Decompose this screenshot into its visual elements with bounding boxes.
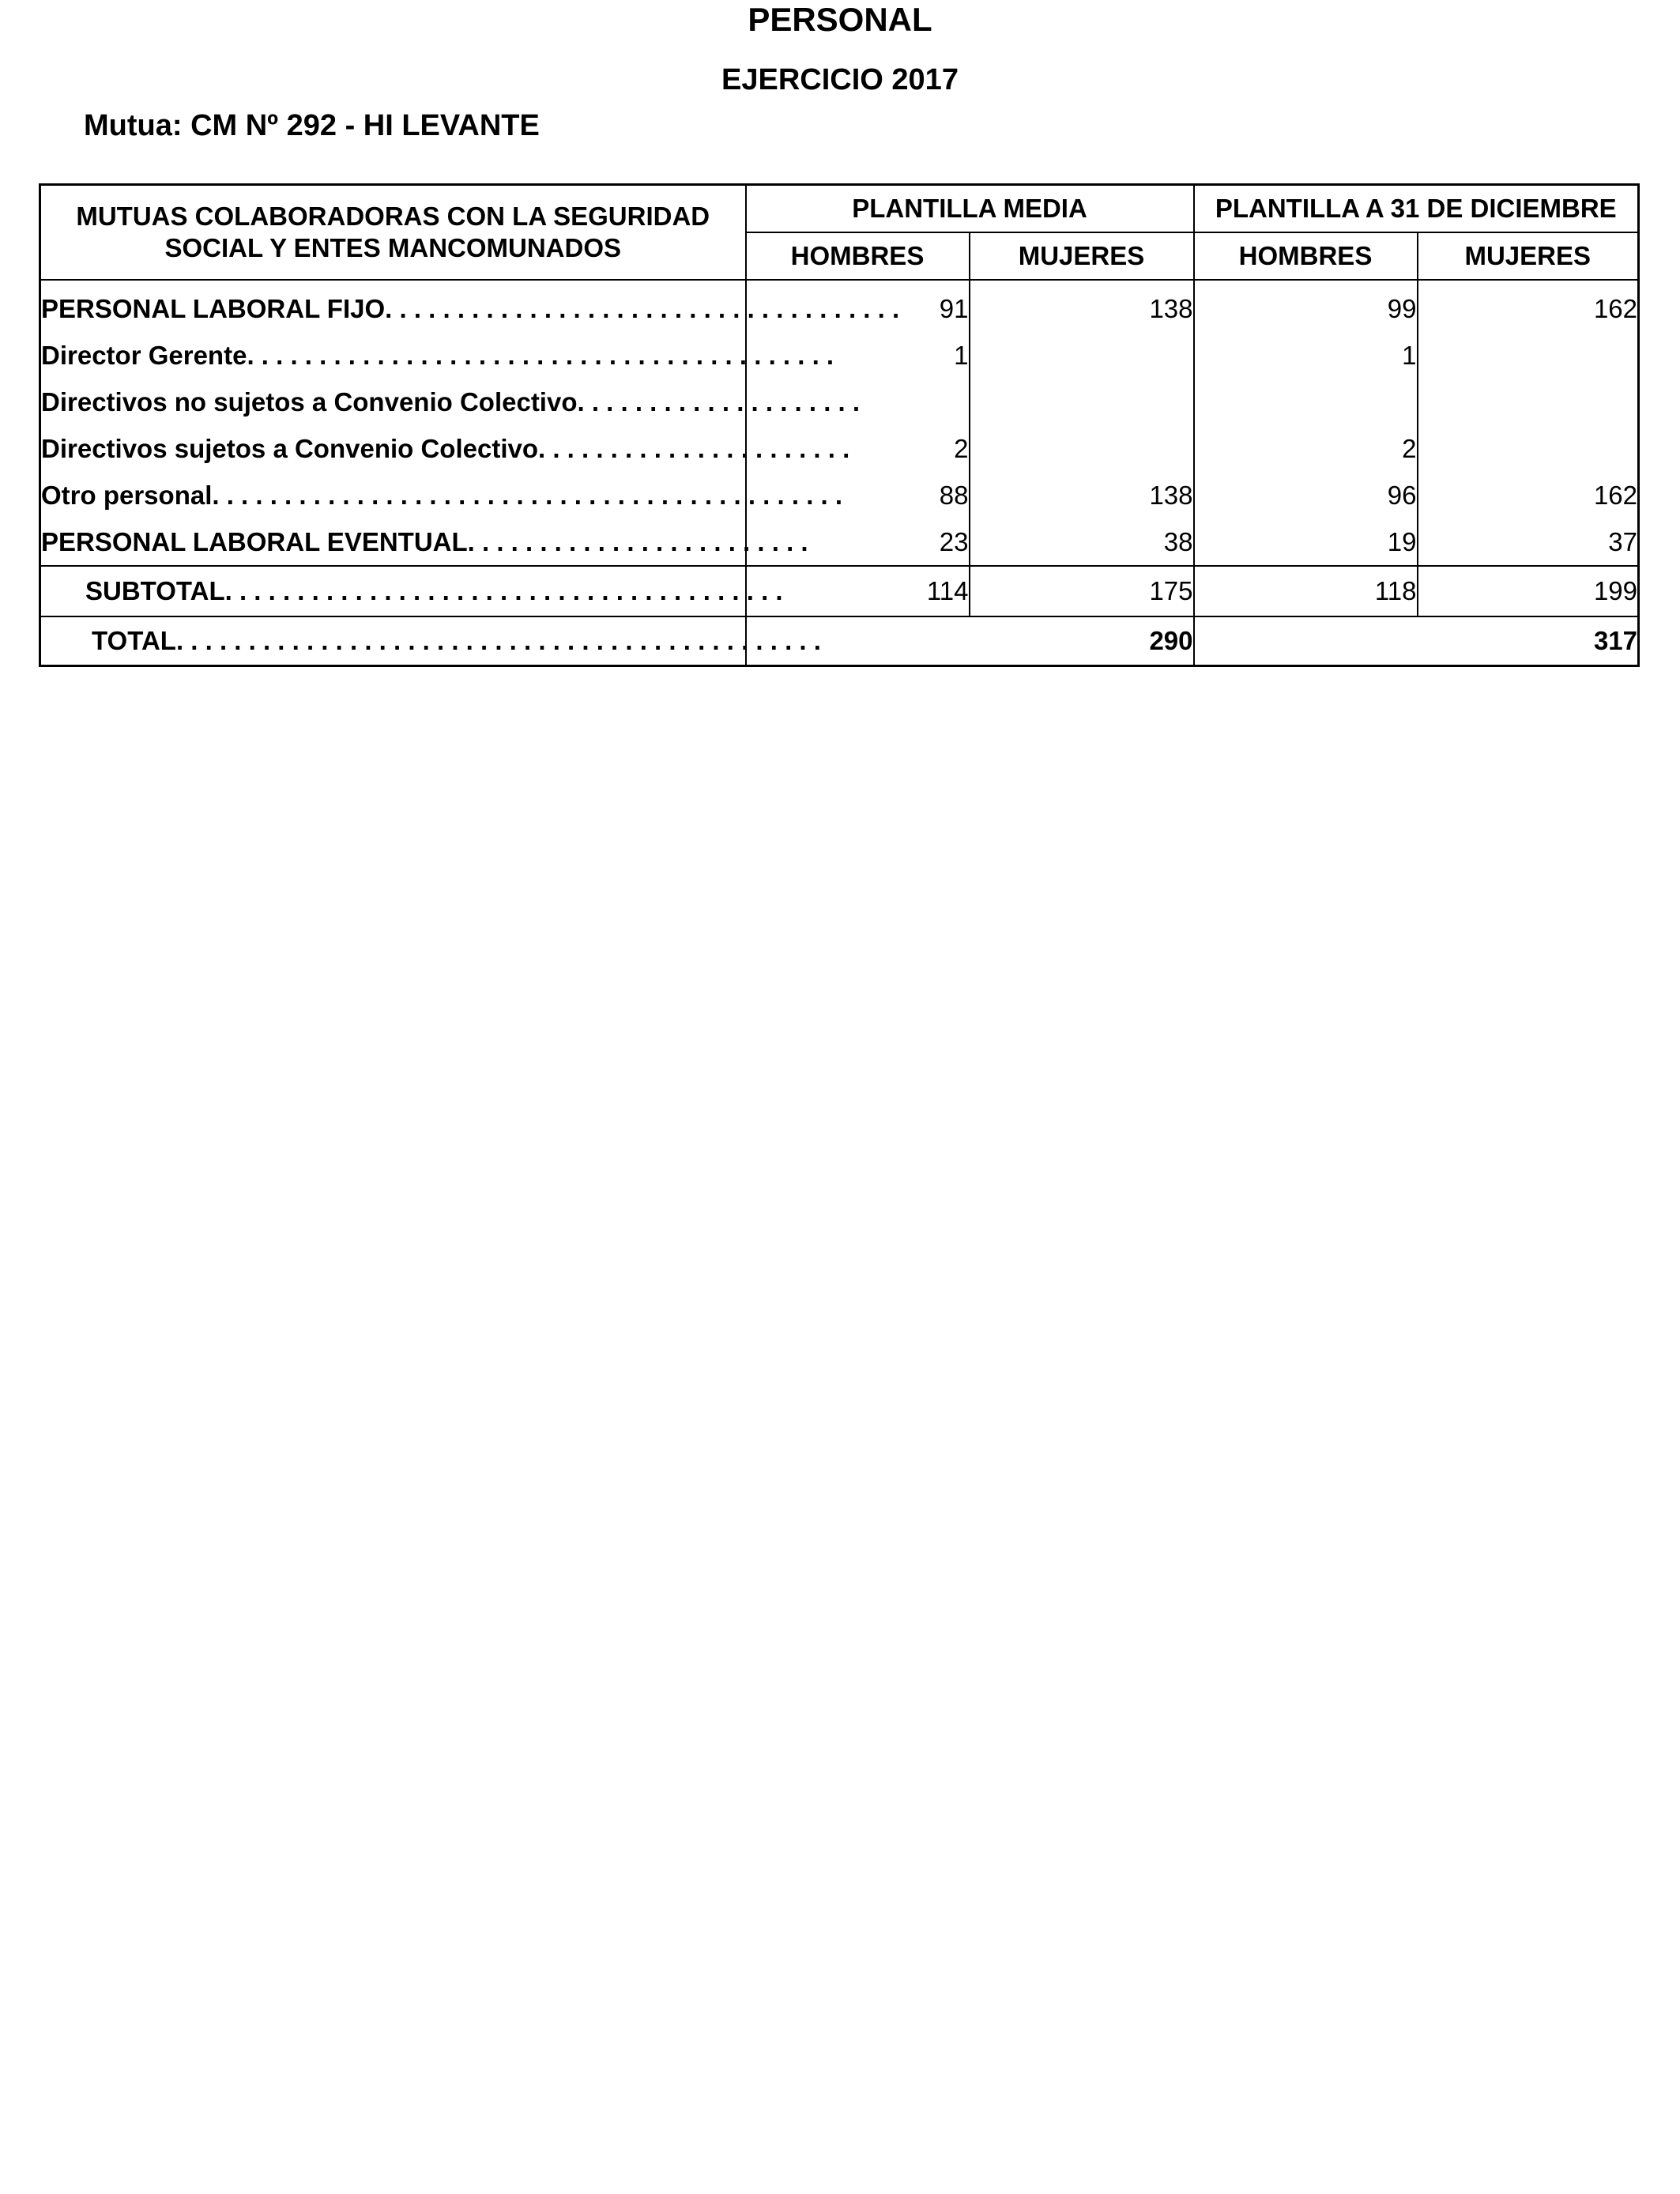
row-label [40, 425, 850, 472]
cell-media-mujeres [970, 332, 1194, 379]
cell-diciembre-hombres [1194, 379, 1418, 425]
cell-media-mujeres [970, 425, 1194, 472]
cell-media-hombres: 91 [746, 280, 970, 332]
total-plantilla-diciembre: 317 [1194, 616, 1639, 666]
total-label-text: TOTAL [92, 626, 176, 655]
subtotal-diciembre-hombres: 118 [1194, 566, 1418, 616]
personal-table [39, 183, 1640, 667]
cell-diciembre-hombres: 96 [1194, 472, 1418, 518]
row-label-text: PERSONAL LABORAL FIJO [41, 293, 386, 323]
group-header-plantilla-diciembre: PLANTILLA A 31 DE DICIEMBRE [1194, 185, 1639, 232]
subtotal-media-hombres: 114 [746, 566, 970, 616]
subtotal-label [40, 566, 783, 616]
table-row [40, 472, 1639, 518]
page-title: PERSONAL [748, 1, 932, 38]
table-header-row [40, 185, 1639, 232]
cell-diciembre-mujeres: 162 [1418, 472, 1639, 518]
leader-dots: . . . . . . . . . . . . . . . . . . . . . . . . . . . . . . . . . . . . . . . . . . . . [212, 480, 843, 510]
table-row [40, 518, 1639, 566]
row-label-text: Directivos sujetos a Convenio Colectivo [41, 433, 538, 463]
cell-media-hombres: 88 [746, 472, 970, 518]
cell-media-mujeres [970, 379, 1194, 425]
cell-diciembre-hombres: 19 [1194, 518, 1418, 566]
row-label-text: Directivos no sujetos a Convenio Colectivo [41, 386, 578, 417]
subheader-diciembre-mujeres: MUJERES [1418, 232, 1639, 280]
row-label [40, 518, 808, 566]
total-label [40, 616, 821, 666]
subtotal-row [40, 566, 1639, 616]
cell-diciembre-hombres: 99 [1194, 280, 1418, 332]
row-label-text: Director Gerente [41, 340, 247, 370]
cell-diciembre-hombres: 1 [1194, 332, 1418, 379]
leader-dots: . . . . . . . . . . . . . . . . . . . . . . . . . . . . . . . . . . . . . . . . . . . . . [175, 626, 821, 655]
mutua-name: Mutua: CM Nº 292 - HI LEVANTE [84, 109, 540, 142]
row-label-text: Otro personal [41, 480, 213, 510]
cell-media-hombres: 1 [746, 332, 970, 379]
total-plantilla-media: 290 [746, 616, 1194, 666]
subheader-media-mujeres: MUJERES [970, 232, 1194, 280]
leader-dots: . . . . . . . . . . . . . . . . . . . . [577, 386, 861, 417]
row-label [40, 472, 843, 518]
cell-media-mujeres: 138 [970, 472, 1194, 518]
leader-dots: . . . . . . . . . . . . . . . . . . . . . . . . . . . . . . . . . . . . . . . [224, 576, 783, 605]
total-row [40, 616, 1639, 666]
subheader-media-hombres: HOMBRES [746, 232, 970, 280]
cell-media-mujeres: 138 [970, 280, 1194, 332]
stub-header: MUTUAS COLABORADORAS CON LA SEGURIDAD SOCIAL Y ENTES MANCOMUNADOS [40, 185, 746, 280]
row-label [40, 332, 834, 379]
leader-dots: . . . . . . . . . . . . . . . . . . . . . . [538, 433, 850, 463]
group-header-plantilla-media: PLANTILLA MEDIA [746, 185, 1194, 232]
cell-diciembre-mujeres [1418, 379, 1639, 425]
cell-media-mujeres: 38 [970, 518, 1194, 566]
row-label [40, 379, 861, 425]
leader-dots: . . . . . . . . . . . . . . . . . . . . . . . . . . . . . . . . . . . . . . . . . [247, 340, 834, 370]
cell-diciembre-mujeres [1418, 332, 1639, 379]
table-row [40, 332, 1639, 379]
leader-dots: . . . . . . . . . . . . . . . . . . . . . . . . [467, 526, 808, 556]
subheader-diciembre-hombres: HOMBRES [1194, 232, 1418, 280]
cell-diciembre-hombres: 2 [1194, 425, 1418, 472]
cell-media-hombres: 2 [746, 425, 970, 472]
table-row [40, 425, 1639, 472]
cell-diciembre-mujeres: 37 [1418, 518, 1639, 566]
page-subtitle: EJERCICIO 2017 [721, 63, 959, 96]
subtotal-diciembre-mujeres: 199 [1418, 566, 1639, 616]
leader-dots: . . . . . . . . . . . . . . . . . . . . . . . . . . . . . . . . . . . . [385, 293, 900, 323]
row-label [40, 280, 900, 332]
cell-diciembre-mujeres: 162 [1418, 280, 1639, 332]
cell-media-hombres: 23 [746, 518, 970, 566]
row-label-text: PERSONAL LABORAL EVENTUAL [41, 526, 468, 556]
table-row [40, 379, 1639, 425]
subtotal-label-text: SUBTOTAL [85, 576, 225, 605]
table-row [40, 280, 1639, 332]
subtotal-media-mujeres: 175 [970, 566, 1194, 616]
cell-diciembre-mujeres [1418, 425, 1639, 472]
